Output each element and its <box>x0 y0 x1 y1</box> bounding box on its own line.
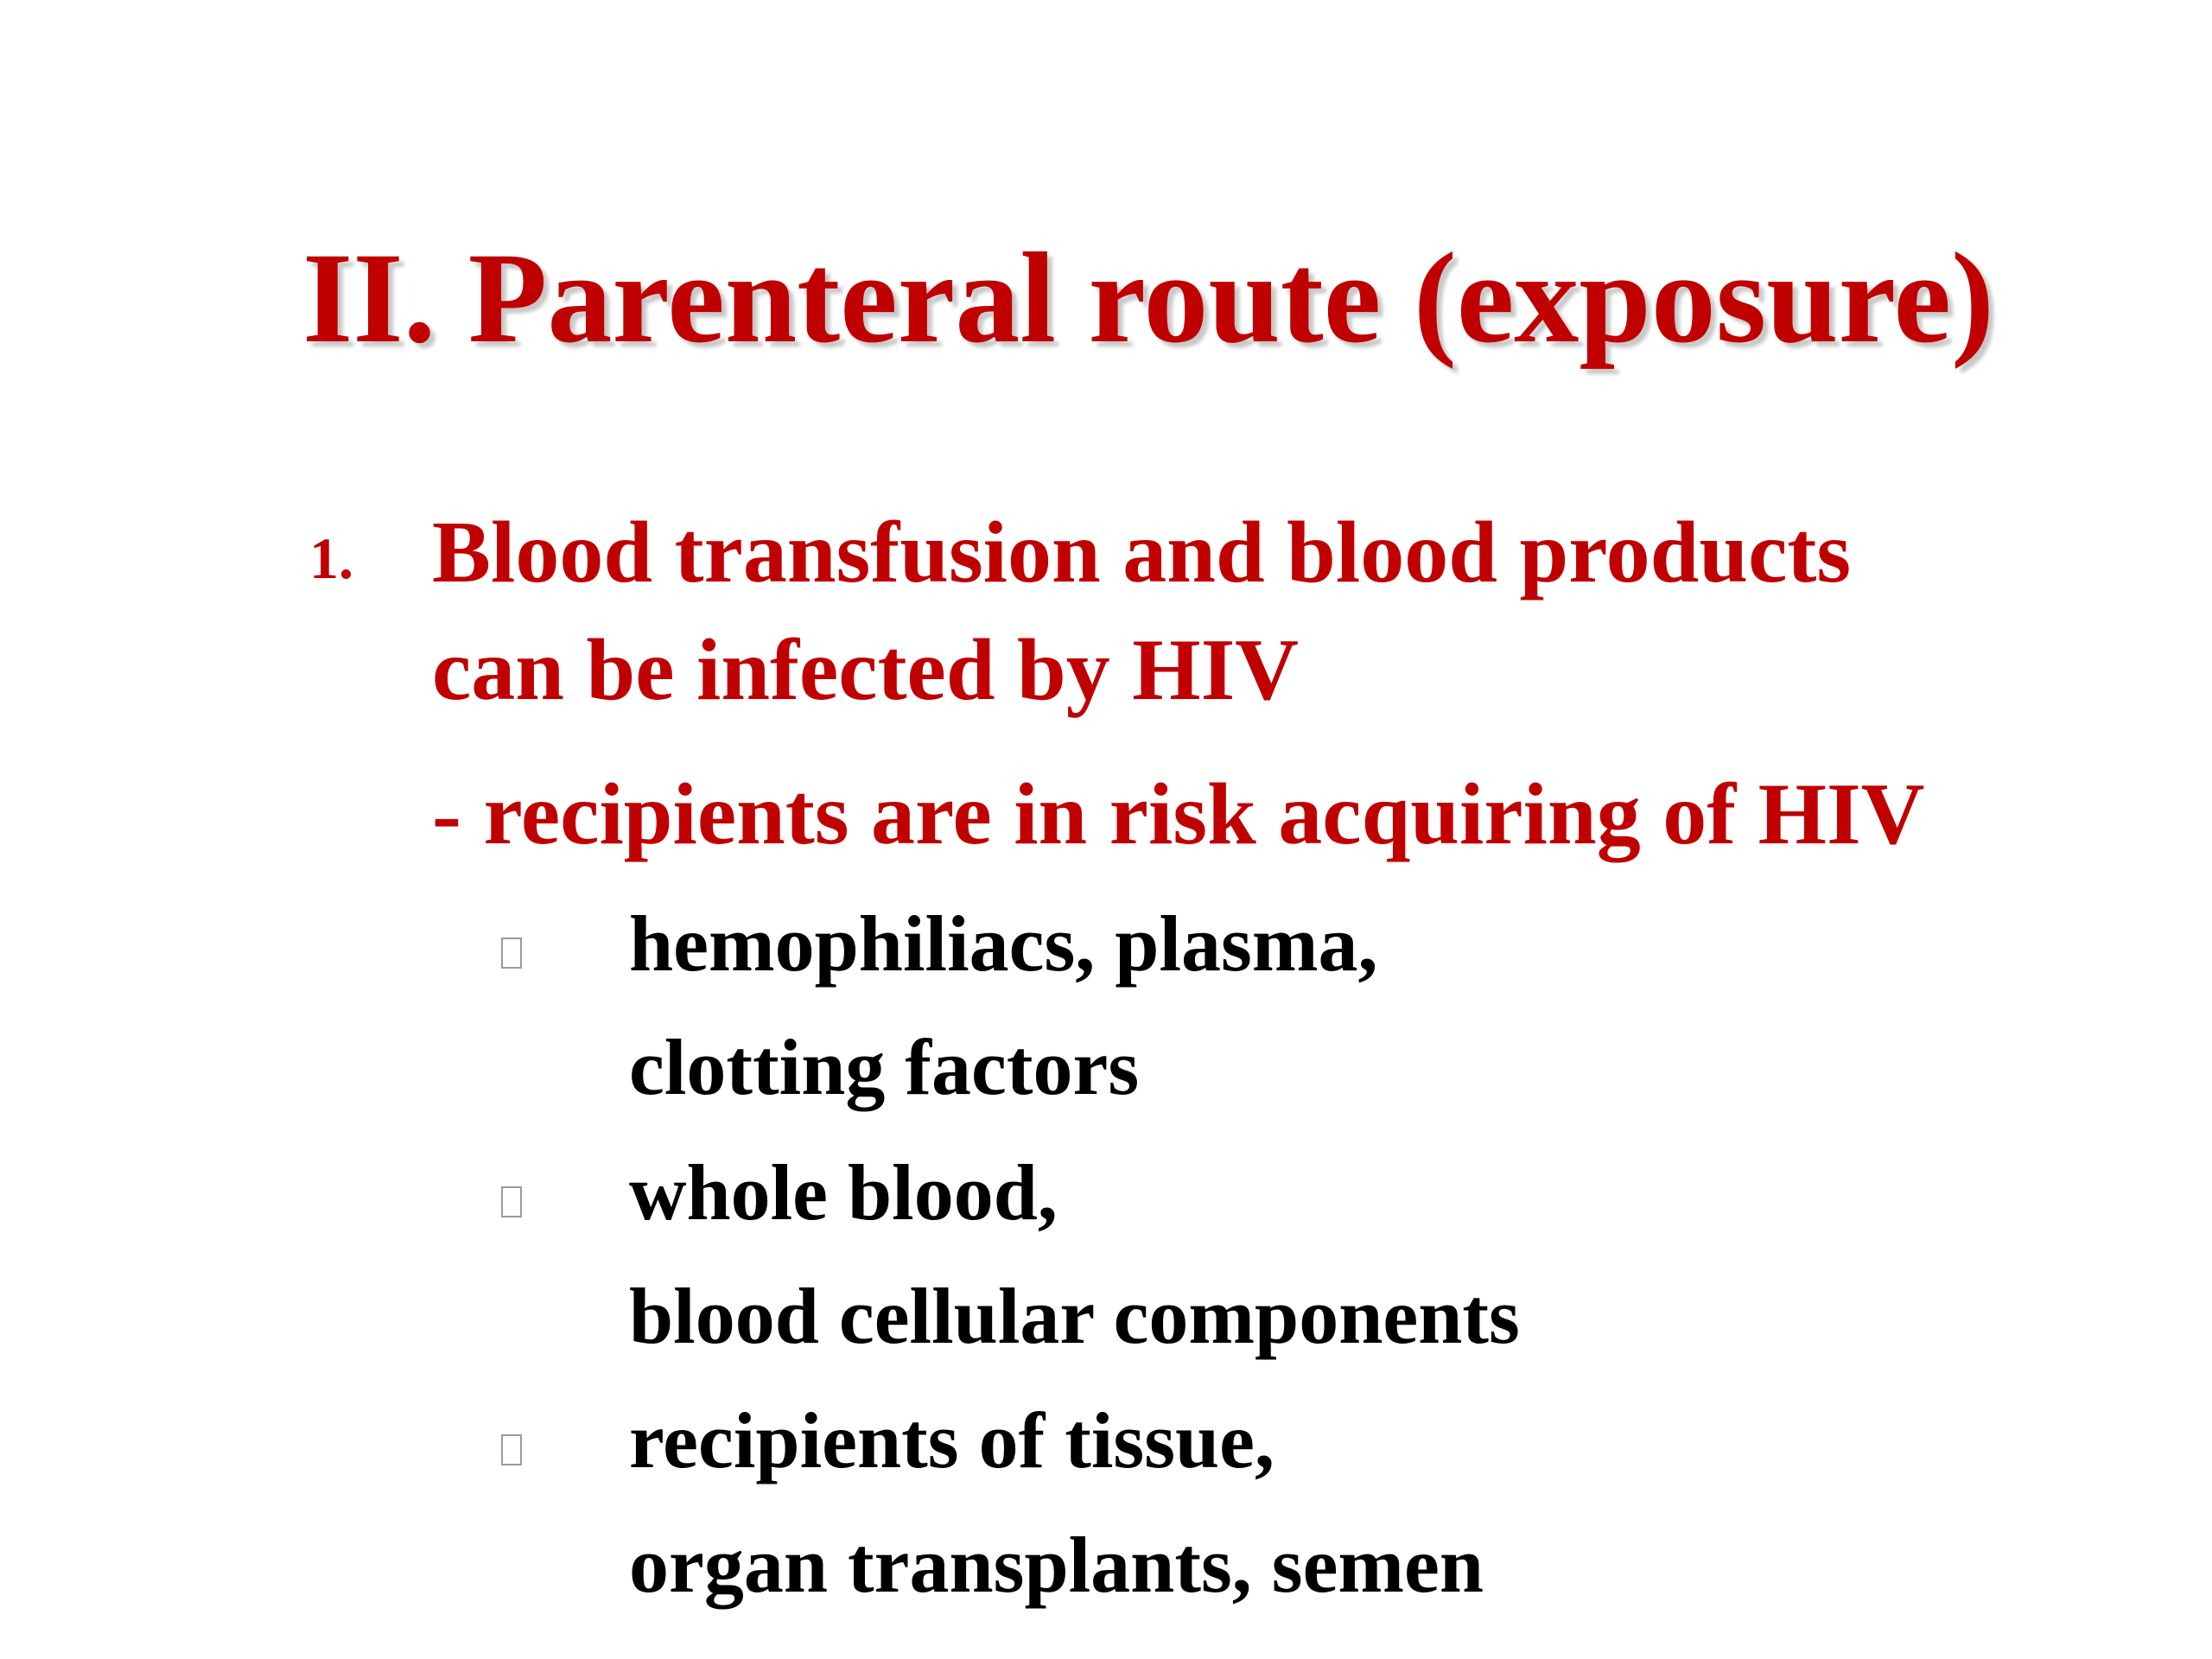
bullet-icon <box>501 938 522 969</box>
bullet-2-line-2: blood cellular components <box>629 1272 1520 1360</box>
bullet-1-line-2: clotting factors <box>629 1023 1140 1111</box>
bullet-icon <box>501 1186 522 1217</box>
bullet-icon <box>501 1434 522 1465</box>
item-heading-line-1: Blood transfusion and blood products <box>432 504 1852 601</box>
bullet-2-line-1: whole blood, <box>629 1148 1058 1236</box>
item-heading-line-2: can be infected by HIV <box>432 621 1299 719</box>
bullet-1-line-1: hemophiliacs, plasma, <box>629 899 1378 988</box>
bullet-3-line-1: recipients of tissue, <box>629 1396 1275 1484</box>
bullet-3-line-2: organ transplants, semen <box>629 1521 1484 1609</box>
slide-title: II. Parenteral route (exposure) <box>302 226 1994 370</box>
list-item-number: 1. <box>309 525 353 591</box>
item-subpoint: - recipients are in risk acquiring of HIV <box>432 766 1925 863</box>
